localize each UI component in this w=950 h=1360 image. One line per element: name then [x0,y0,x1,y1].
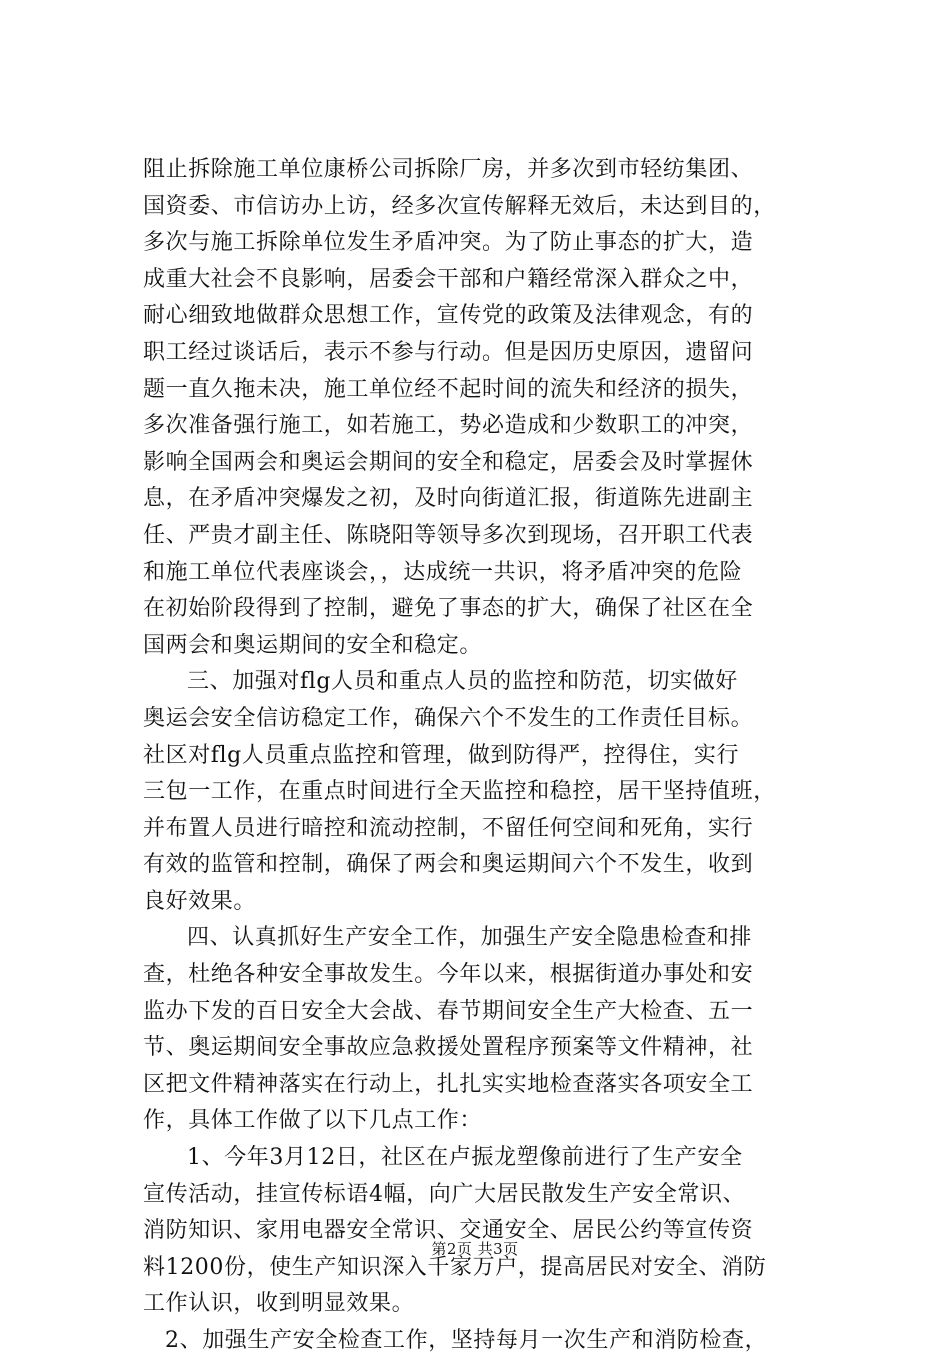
list-item-1: 1、今年3月12日，社区在卢振龙塑像前进行了生产安全 [187,1145,743,1171]
text-line: 和施工单位代表座谈会，，达成统一共识，将矛盾冲突的危险 [143,559,743,585]
text-line: 职工经过谈话后，表示不参与行动。但是因历史原因，遗留问 [143,339,754,365]
text-line: 节、奥运期间安全事故应急救援处置程序预案等文件精神，社 [143,1035,754,1061]
text-line: 作，具体工作做了以下几点工作： [143,1108,483,1134]
text-line: 国资委、市信访办上访，经多次宣传解释无效后，未达到目的， [143,193,776,219]
text-line: 工作认识，收到明显效果。 [143,1291,415,1317]
text-line: 任、严贵才副主任、陈晓阳等领导多次到现场，召开职工代表 [143,522,754,548]
text-line: 料1200份，使生产知识深入千家万户，提高居民对安全、消防 [143,1254,767,1280]
text-line: 奥运会安全信访稳定工作，确保六个不发生的工作责任目标。 [143,705,754,731]
text-line: 社区对flg人员重点监控和管理，做到防得严，控得住，实行 [143,742,740,768]
text-line: 三包一工作，在重点时间进行全天监控和稳控，居干坚持值班， [143,779,776,805]
text-line: 成重大社会不良影响，居委会干部和户籍经常深入群众之中， [143,266,754,292]
text-line: 影响全国两会和奥运会期间的安全和稳定，居委会及时掌握休 [143,449,754,475]
text-line: 查，杜绝各种安全事故发生。今年以来，根据街道办事处和安 [143,962,754,988]
text-line: 多次与施工拆除单位发生矛盾冲突。为了防止事态的扩大，造 [143,230,754,256]
text-line: 有效的监管和控制，确保了两会和奥运期间六个不发生，收到 [143,852,754,878]
text-line: 题一直久拖未决，施工单位经不起时间的流失和经济的损失， [143,376,754,402]
text-line: 国两会和奥运期间的安全和稳定。 [143,632,483,658]
text-line: 区把文件精神落实在行动上，扎扎实实地检查落实各项安全工 [143,1071,754,1097]
text-line: 在初始阶段得到了控制，避免了事态的扩大，确保了社区在全 [143,596,754,622]
text-line: 宣传活动，挂宣传标语4幅，向广大居民散发生产安全常识、 [143,1181,746,1207]
page-footer: 第2页 共3页 [431,1240,519,1258]
text-line: 并布置人员进行暗控和流动控制，不留任何空间和死角，实行 [143,815,754,841]
text-line: 耐心细致地做群众思想工作，宣传党的政策及法律观念，有的 [143,303,754,329]
document-body [143,152,843,1360]
paragraph-heading-4: 四、认真抓好生产安全工作，加强生产安全隐患检查和排 [187,925,753,951]
text-line: 监办下发的百日安全大会战、春节期间安全生产大检查、五一 [143,998,754,1024]
text-line: 良好效果。 [143,888,257,914]
paragraph-heading-3: 三、加强对flg人员和重点人员的监控和防范，切实做好 [187,669,738,695]
text-line: 阻止拆除施工单位康桥公司拆除厂房，并多次到市轻纺集团、 [143,157,754,182]
text-line: 多次准备强行施工，如若施工，势必造成和少数职工的冲突， [143,413,754,439]
text-line: 消防知识、家用电器安全常识、交通安全、居民公约等宣传资 [143,1218,754,1244]
list-item-2: 2、加强生产安全检查工作，坚持每月一次生产和消防检查， [165,1328,768,1353]
text-line: 息，在矛盾冲突爆发之初，及时向街道汇报，街道陈先进副主 [143,486,754,512]
